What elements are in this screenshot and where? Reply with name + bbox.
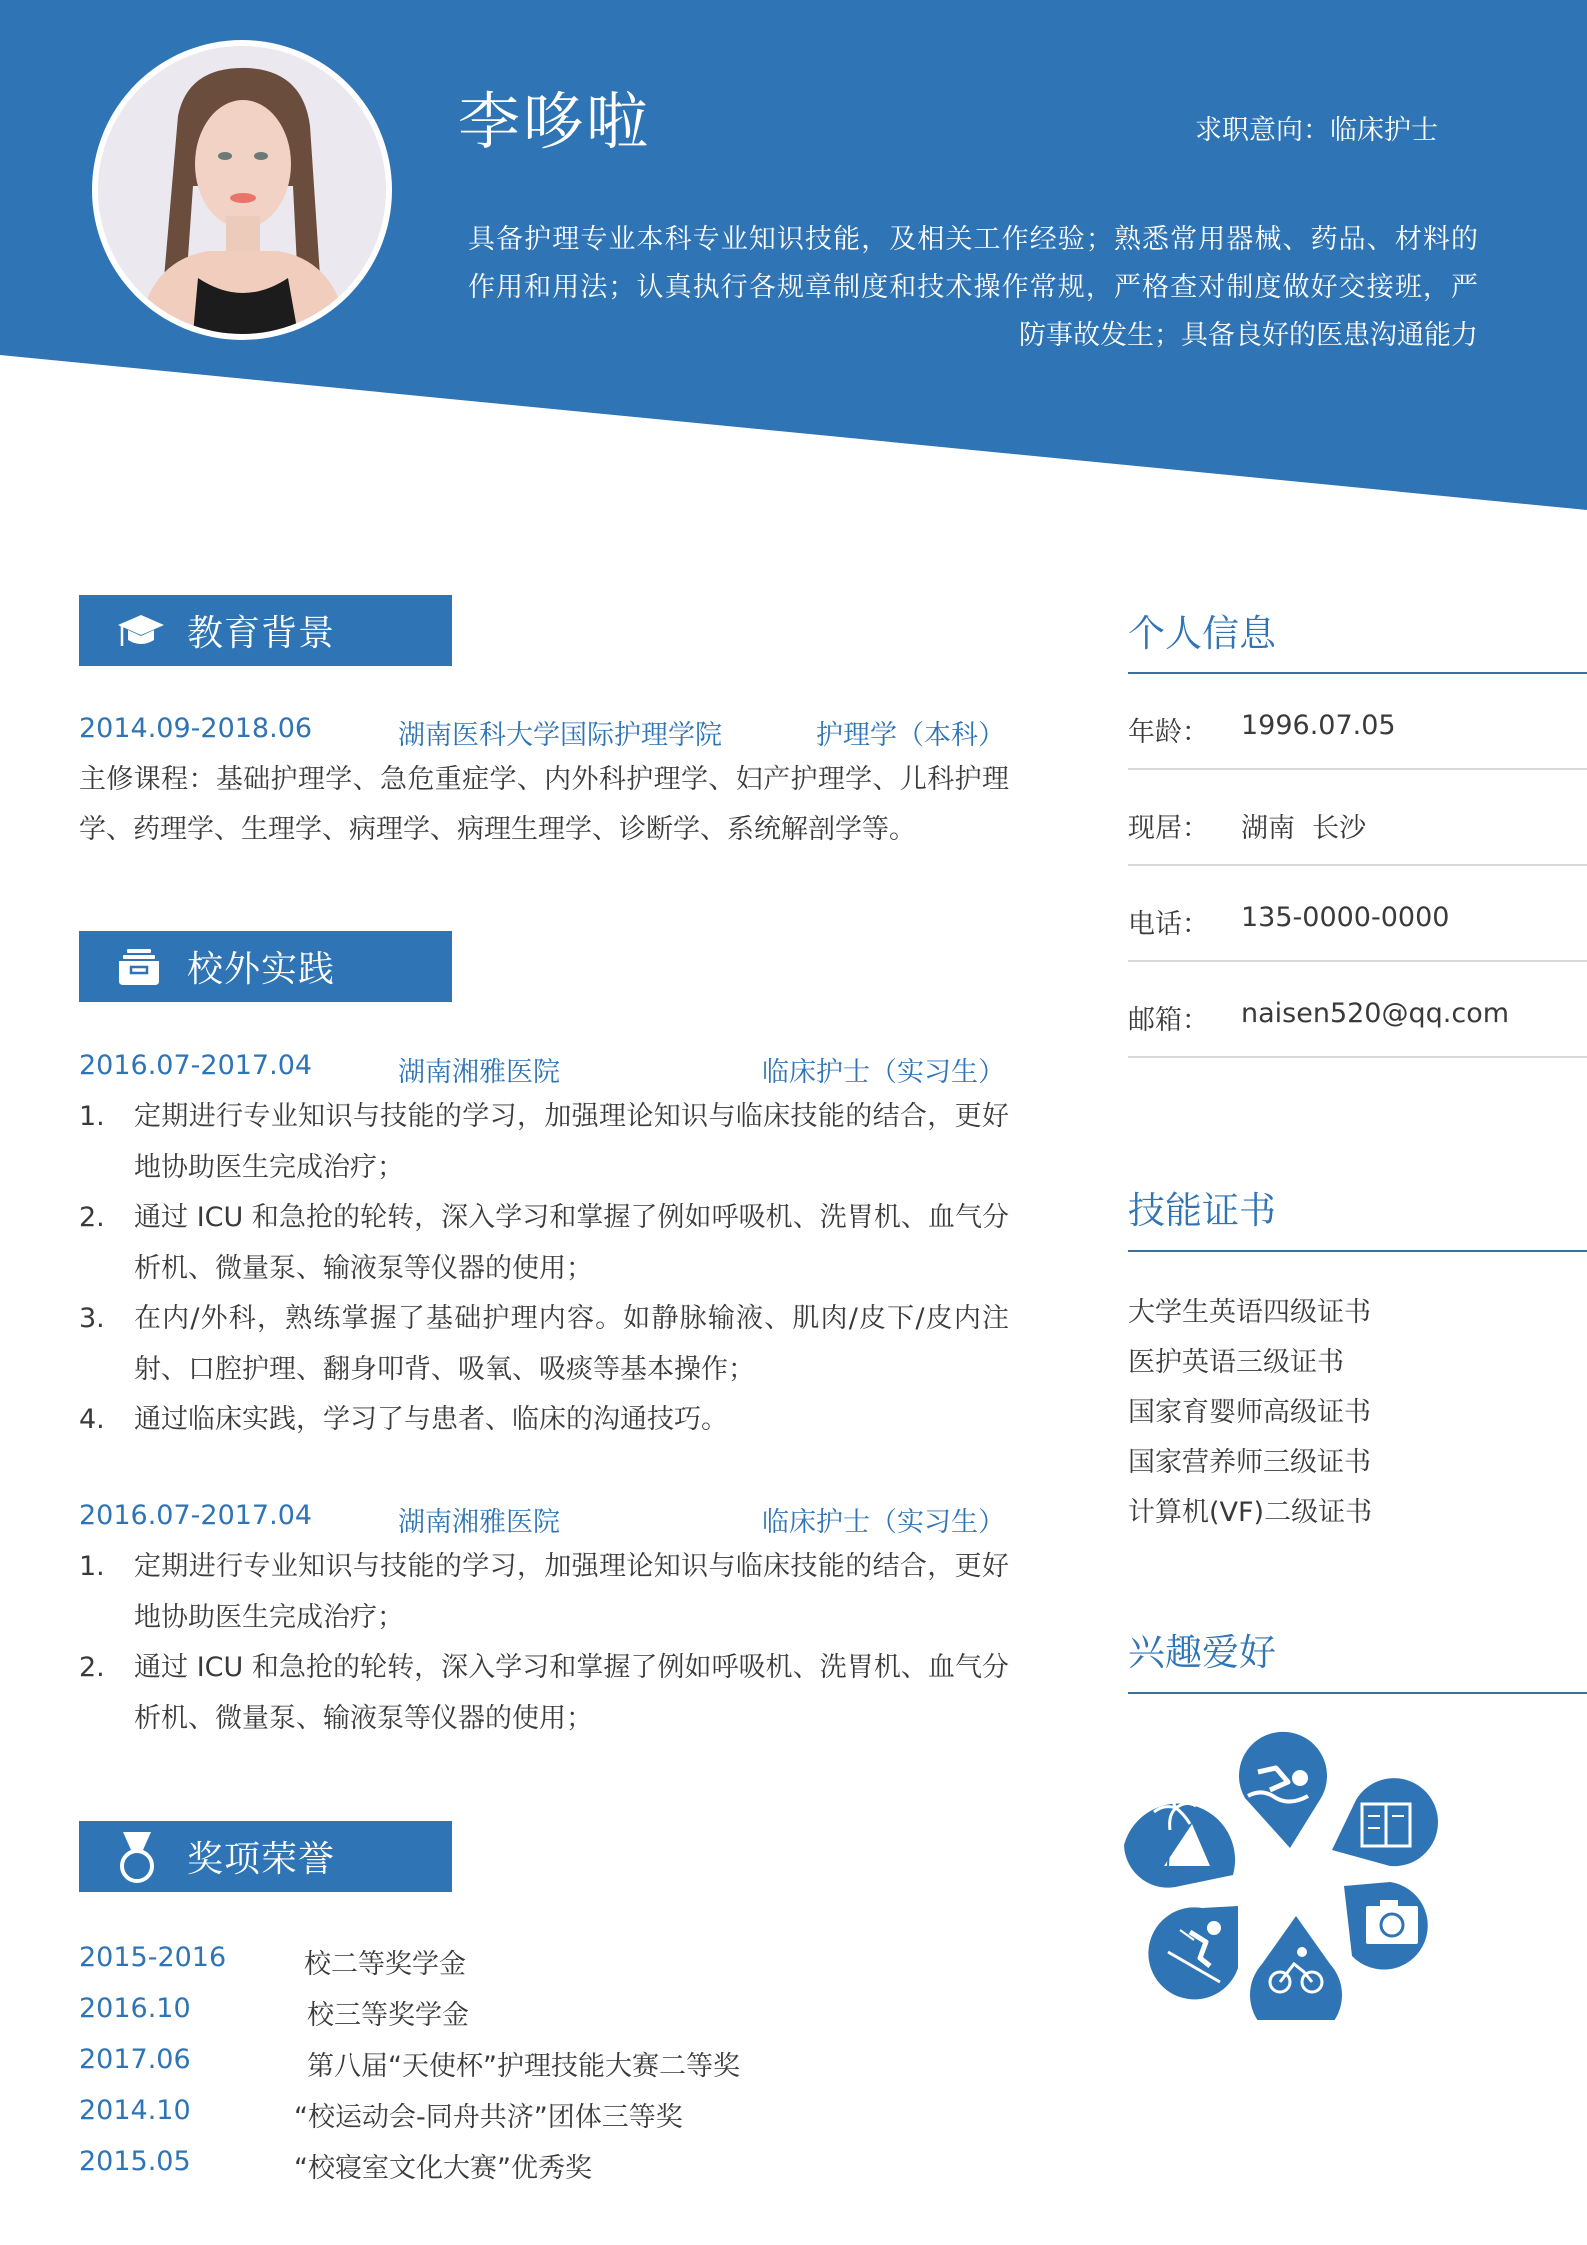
candidate-name: 李哆啦 — [458, 85, 651, 158]
practice-org: 湖南湘雅医院 — [398, 1507, 560, 1538]
info-label: 年龄： — [1128, 717, 1209, 748]
section-header-practice — [79, 931, 452, 1002]
award-date: 2014.10 — [79, 2095, 191, 2126]
info-value: 湖南 长沙 — [1241, 813, 1367, 844]
cycling-icon — [1250, 1916, 1342, 2020]
award-row — [79, 2146, 979, 2197]
job-objective: 求职意向：临床护士 — [1195, 115, 1438, 146]
section-title-personal: 个人信息 — [1128, 612, 1276, 655]
profile-summary — [468, 216, 1478, 360]
awards-list — [79, 1942, 979, 2197]
practice-item-list — [79, 1542, 1009, 1744]
practice-org: 湖南湘雅医院 — [398, 1057, 560, 1088]
practice-role: 临床护士（实习生） — [762, 1507, 1005, 1538]
archive-box-icon — [117, 942, 187, 992]
award-text: “校运动会-同舟共济”团体三等奖 — [294, 2102, 683, 2133]
award-row — [79, 2095, 979, 2146]
section-title-hobbies: 兴趣爱好 — [1128, 1631, 1276, 1674]
info-row-email — [1128, 962, 1587, 1058]
info-row-residence — [1128, 770, 1587, 866]
practice-entry-header — [79, 1500, 1005, 1540]
summary-line: 作用和用法；认真执行各规章制度和技术操作常规，严格查对制度做好交接班，严 — [468, 272, 1478, 303]
award-row — [79, 1993, 979, 2044]
travel-icon — [1124, 1792, 1235, 1888]
info-value: naisen520@qq.com — [1241, 998, 1510, 1029]
section-title: 校外实践 — [187, 949, 336, 990]
section-title: 教育背景 — [187, 613, 336, 654]
practice-entry-header — [79, 1050, 1005, 1090]
list-item: 2. 通过 ICU 和急抢的轮转，深入学习和掌握了例如呼吸机、洗胃机、血气分析机、微量泵、输液泵等仪器的使用； — [79, 1202, 1009, 1284]
award-date: 2016.10 — [79, 1993, 191, 2024]
practice-item-list — [79, 1092, 1009, 1446]
certificate-item: 国家育婴师高级证书 — [1128, 1397, 1371, 1428]
info-label: 电话： — [1128, 909, 1209, 940]
section-title: 奖项荣誉 — [187, 1839, 336, 1880]
avatar-photo — [98, 46, 386, 334]
avatar — [92, 40, 392, 340]
section-header-education — [79, 595, 452, 666]
award-date: 2015.05 — [79, 2146, 191, 2177]
certificate-item: 医护英语三级证书 — [1128, 1347, 1344, 1378]
section-header-awards — [79, 1821, 452, 1892]
award-row — [79, 2044, 979, 2095]
practice-role: 临床护士（实习生） — [762, 1057, 1005, 1088]
photography-icon — [1344, 1882, 1428, 1970]
list-item: 4. 通过临床实践，学习了与患者、临床的沟通技巧。 — [79, 1404, 728, 1435]
award-date: 2017.06 — [79, 2044, 191, 2075]
list-item: 1. 定期进行专业知识与技能的学习，加强理论知识与临床技能的结合，更好地协助医生完成治疗； — [79, 1551, 1009, 1633]
list-item: 3. 在内/外科，熟练掌握了基础护理内容。如静脉输液、肌肉/皮下/皮内注射、口腔护理、翻身叩背、吸氧、吸痰等基本操作； — [79, 1303, 1009, 1385]
certificate-item: 计算机(VF)二级证书 — [1128, 1497, 1373, 1528]
award-row — [79, 1942, 979, 1993]
medal-icon — [117, 1832, 187, 1882]
award-text: 校二等奖学金 — [304, 1949, 466, 1980]
education-school: 湖南医科大学国际护理学院 — [398, 720, 722, 751]
list-item: 1. 定期进行专业知识与技能的学习，加强理论知识与临床技能的结合，更好地协助医生完成治疗； — [79, 1101, 1009, 1183]
practice-date: 2016.07-2017.04 — [79, 1500, 313, 1531]
portrait-icon — [98, 46, 386, 334]
info-row-age — [1128, 674, 1587, 770]
info-value: 1996.07.05 — [1241, 710, 1396, 741]
education-courses: 主修课程：基础护理学、急危重症学、内外科护理学、妇产护理学、儿科护理学、药理学、生理学、病理学、病理生理学、诊断学、系统解剖学等。 — [79, 764, 1009, 845]
info-label: 现居： — [1128, 813, 1209, 844]
certificate-list — [1128, 1288, 1372, 1538]
info-label: 邮箱： — [1128, 1005, 1209, 1036]
summary-line: 防事故发生；具备良好的医患沟通能力 — [1019, 320, 1478, 351]
reading-icon — [1332, 1778, 1438, 1866]
hobbies-graphic — [1110, 1720, 1470, 2020]
practice-date: 2016.07-2017.04 — [79, 1050, 313, 1081]
summary-line: 具备护理专业本科专业知识技能，及相关工作经验；熟悉常用器械、药品、材料的 — [468, 224, 1478, 255]
award-text: 第八届“天使杯”护理技能大赛二等奖 — [307, 2051, 740, 2082]
section-divider — [1128, 1250, 1587, 1252]
award-text: 校三等奖学金 — [307, 2000, 469, 2031]
swimming-icon — [1239, 1732, 1327, 1848]
education-major: 护理学（本科） — [816, 720, 1005, 751]
certificate-item: 大学生英语四级证书 — [1128, 1297, 1371, 1328]
skiing-icon — [1148, 1906, 1238, 1999]
info-row-phone — [1128, 866, 1587, 962]
list-item: 2. 通过 ICU 和急抢的轮转，深入学习和掌握了例如呼吸机、洗胃机、血气分析机、微量泵、输液泵等仪器的使用； — [79, 1652, 1009, 1734]
award-date: 2015-2016 — [79, 1942, 227, 1973]
section-divider — [1128, 1692, 1587, 1694]
graduation-cap-icon — [117, 606, 187, 656]
info-value: 135-0000-0000 — [1241, 902, 1450, 933]
award-text: “校寝室文化大赛”优秀奖 — [294, 2153, 592, 2184]
section-title-certificates: 技能证书 — [1128, 1189, 1276, 1232]
education-entry-header — [79, 713, 1005, 753]
certificate-item: 国家营养师三级证书 — [1128, 1447, 1371, 1478]
education-date: 2014.09-2018.06 — [79, 713, 313, 744]
